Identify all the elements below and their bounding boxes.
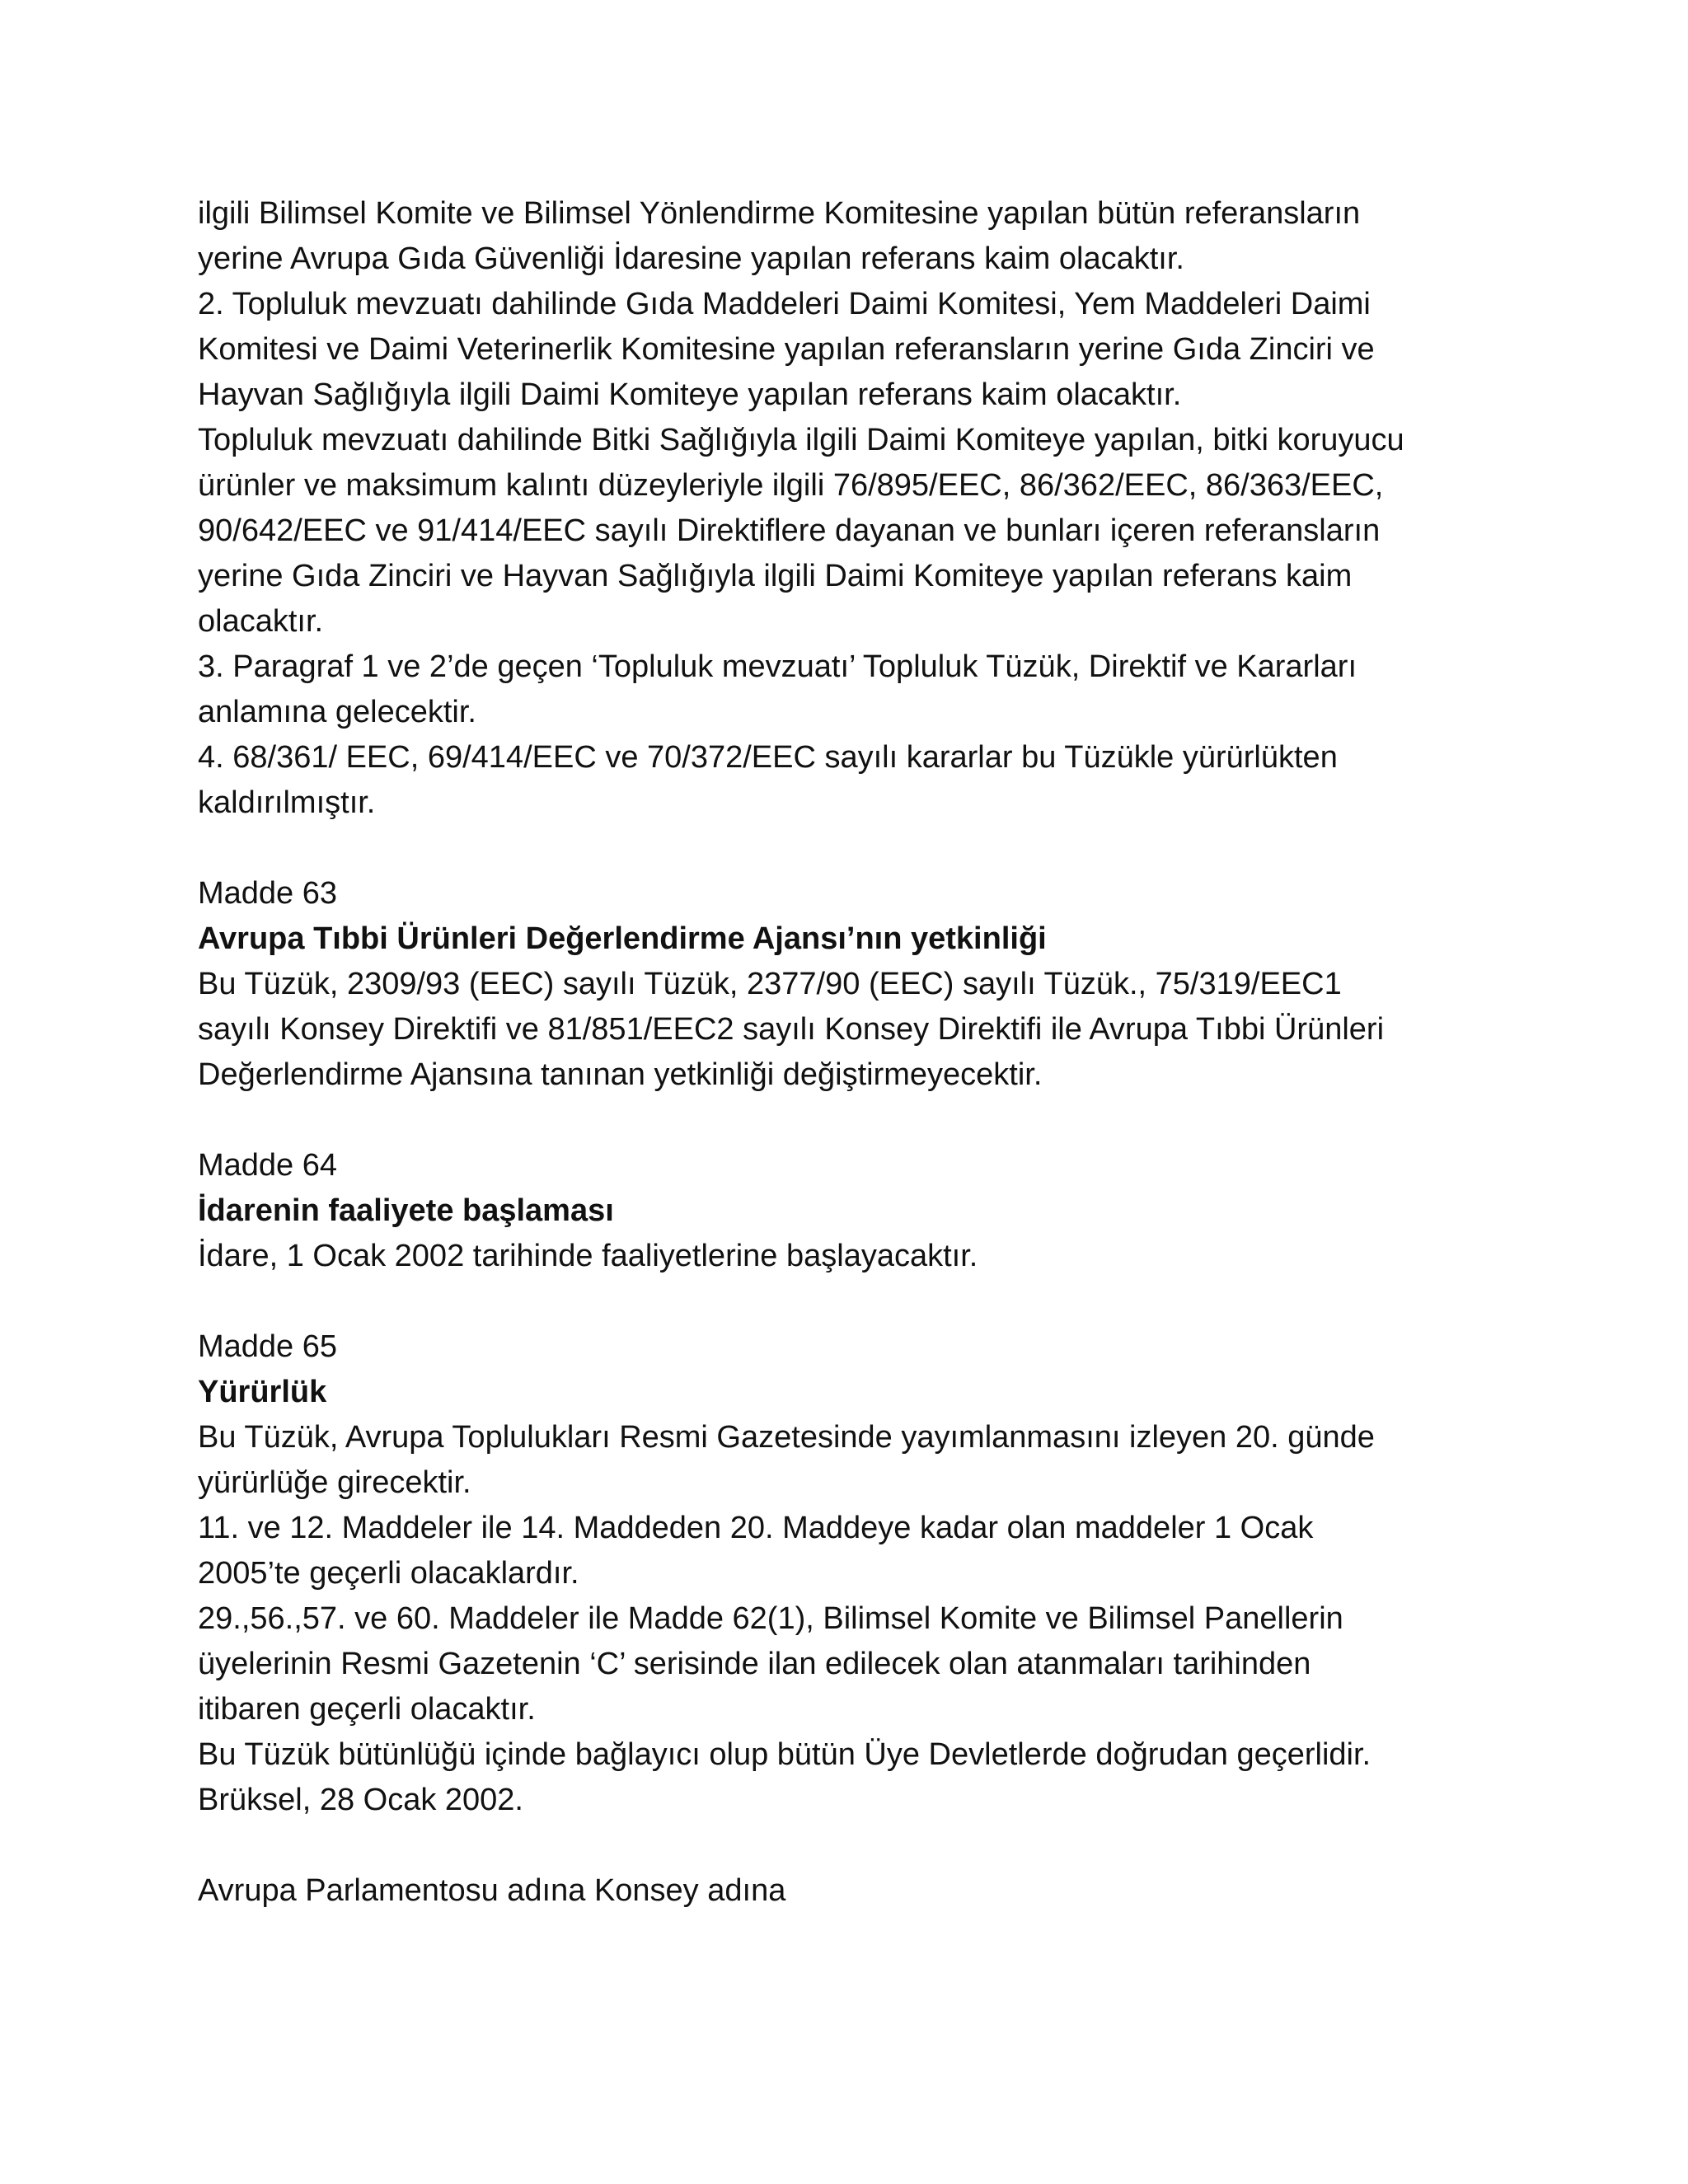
text-line: yerine Gıda Zinciri ve Hayvan Sağlığıyla ilgili Daimi Komiteye yapılan referans kaim xyxy=(198,559,1353,593)
article-64 xyxy=(198,1143,1492,1279)
text-line: yürürlüğe girecektir. xyxy=(198,1465,471,1500)
paragraph-gap xyxy=(198,1279,1492,1324)
article-title: Yürürlük xyxy=(198,1375,327,1409)
text-line: Komitesi ve Daimi Veterinerlik Komitesine yapılan referansların yerine Gıda Zinciri ve xyxy=(198,332,1375,367)
article-63 xyxy=(198,871,1492,1098)
text-line: Değerlendirme Ajansına tanınan yetkinliği değiştirmeyecektir. xyxy=(198,1057,1043,1092)
paragraph-gap xyxy=(198,826,1492,871)
text-line: 2. Topluluk mevzuatı dahilinde Gıda Maddeleri Daimi Komitesi, Yem Maddeleri Daimi xyxy=(198,287,1371,321)
article-number: Madde 63 xyxy=(198,876,338,911)
text-line: Bu Tüzük bütünlüğü içinde bağlayıcı olup bütün Üye Devletlerde doğrudan geçerlidir. xyxy=(198,1737,1372,1772)
article-title: Avrupa Tıbbi Ürünleri Değerlendirme Ajansı’nın yetkinliği xyxy=(198,921,1047,956)
text-line: Topluluk mevzuatı dahilinde Bitki Sağlığıyla ilgili Daimi Komiteye yapılan, bitki koruyucu xyxy=(198,423,1404,457)
article-number: Madde 64 xyxy=(198,1148,338,1183)
text-line: 3. Paragraf 1 ve 2’de geçen ‘Topluluk mevzuatı’ Topluluk Tüzük, Direktif ve Kararları xyxy=(198,649,1357,684)
intro-block xyxy=(198,191,1492,826)
text-line: anlamına gelecektir. xyxy=(198,695,476,729)
text-line: Bu Tüzük, 2309/93 (EEC) sayılı Tüzük, 2377/90 (EEC) sayılı Tüzük., 75/319/EEC1 xyxy=(198,967,1342,1001)
text-line: kaldırılmıştır. xyxy=(198,785,376,820)
text-line: ürünler ve maksimum kalıntı düzeyleriyle ilgili 76/895/EEC, 86/362/EEC, 86/363/EEC, xyxy=(198,468,1384,503)
text-line: Hayvan Sağlığıyla ilgili Daimi Komiteye yapılan referans kaim olacaktır. xyxy=(198,377,1182,412)
paragraph-gap xyxy=(198,1098,1492,1143)
text-line: Bu Tüzük, Avrupa Toplulukları Resmi Gazetesinde yayımlanmasını izleyen 20. günde xyxy=(198,1420,1375,1455)
article-number: Madde 65 xyxy=(198,1329,338,1364)
article-65 xyxy=(198,1324,1492,1823)
text-line: itibaren geçerli olacaktır. xyxy=(198,1692,536,1727)
text-line: yerine Avrupa Gıda Güvenliği İdaresine yapılan referans kaim olacaktır. xyxy=(198,241,1184,276)
text-line: İdare, 1 Ocak 2002 tarihinde faaliyetlerine başlayacaktır. xyxy=(198,1239,978,1273)
text-line: 2005’te geçerli olacaklardır. xyxy=(198,1556,579,1591)
text-line: ilgili Bilimsel Komite ve Bilimsel Yönlendirme Komitesine yapılan bütün referansların xyxy=(198,196,1361,231)
text-line: sayılı Konsey Direktifi ve 81/851/EEC2 sayılı Konsey Direktifi ile Avrupa Tıbbi Ürünleri xyxy=(198,1012,1385,1047)
text-line: 4. 68/361/ EEC, 69/414/EEC ve 70/372/EEC sayılı kararlar bu Tüzükle yürürlükten xyxy=(198,740,1338,775)
text-line: 90/642/EEC ve 91/414/EEC sayılı Direktiflere dayanan ve bunları içeren referansların xyxy=(198,513,1381,548)
text-line: Brüksel, 28 Ocak 2002. xyxy=(198,1783,523,1817)
text-line: 11. ve 12. Maddeler ile 14. Maddeden 20. Maddeye kadar olan maddeler 1 Ocak xyxy=(198,1511,1314,1545)
text-line: üyelerinin Resmi Gazetenin ‘C’ serisinde ilan edilecek olan atanmaları tarihinden xyxy=(198,1647,1311,1681)
signature-line: Avrupa Parlamentosu adına Konsey adına xyxy=(198,1873,786,1908)
paragraph-gap xyxy=(198,1823,1492,1868)
text-line: 29.,56.,57. ve 60. Maddeler ile Madde 62(1), Bilimsel Komite ve Bilimsel Panellerin xyxy=(198,1601,1343,1636)
text-line: olacaktır. xyxy=(198,604,324,639)
article-title: İdarenin faaliyete başlaması xyxy=(198,1193,614,1228)
document-page xyxy=(198,191,1492,1914)
